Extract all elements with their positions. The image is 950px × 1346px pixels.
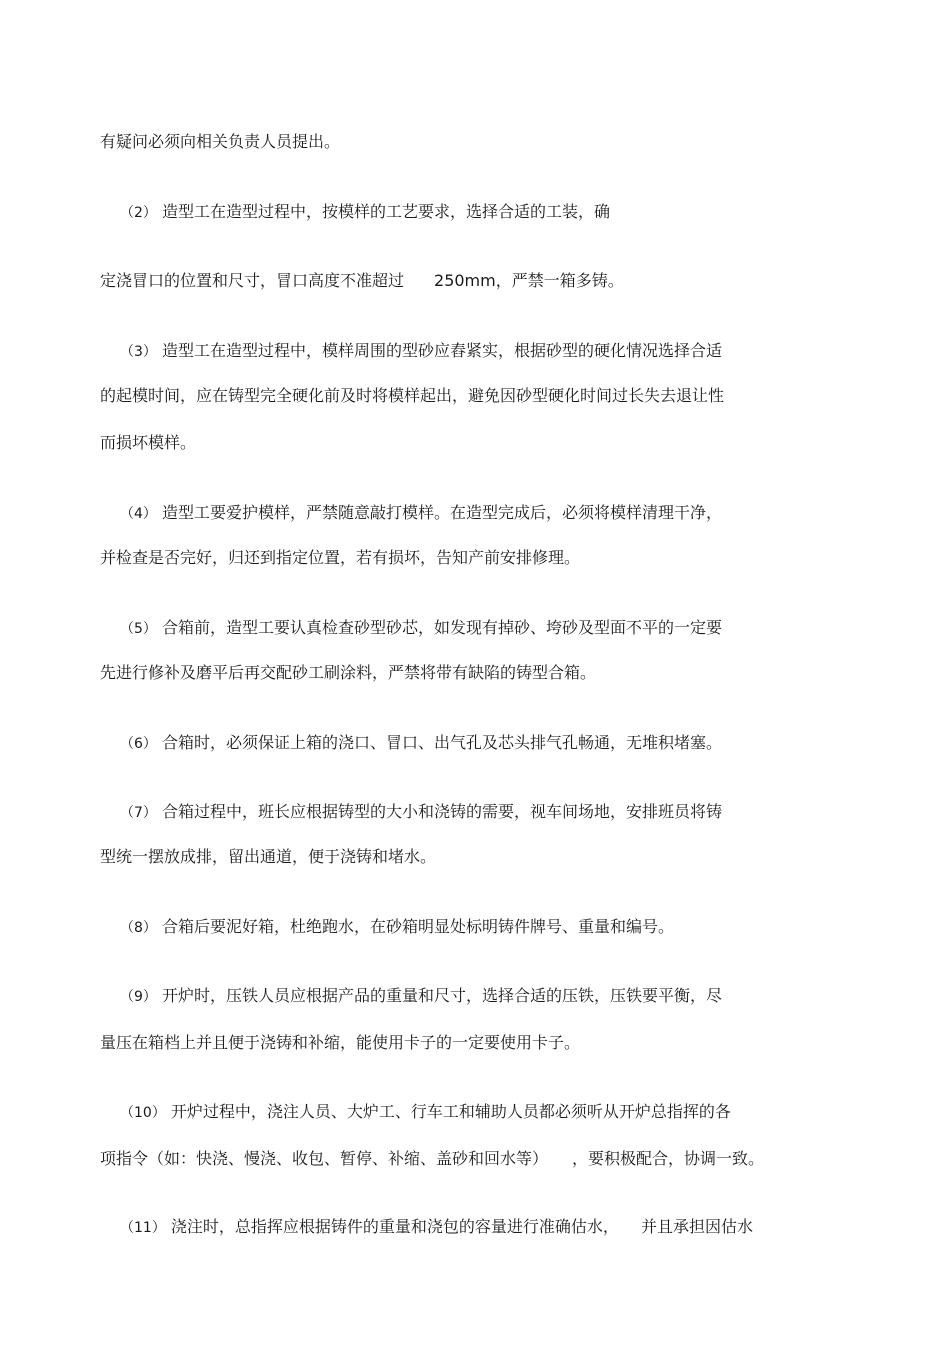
line-text: 先进行修补及磨平后再交配砂工刷涂料，严禁将带有缺陷的铸型合箱。: [100, 663, 597, 682]
clause-2-line-1: [120, 201, 610, 224]
clause-6-line-1: [120, 732, 722, 755]
clause-number: （9）: [120, 989, 157, 1005]
line-text: 的起模时间，应在铸型完全硬化前及时将模样起出，避免因砂型硬化时间过长失去退让性: [100, 386, 725, 405]
line-text: 并且承担因估水: [640, 1217, 753, 1236]
clause-number: （8）: [120, 920, 157, 936]
line-text: 合箱时，必须保证上箱的浇口、冒口、出气孔及芯头排气孔畅通，无堆积堵塞。: [162, 733, 723, 752]
clause-4-line-1: [120, 502, 722, 525]
clause-3-line-1: [120, 340, 722, 363]
clause-11-line-1: [120, 1216, 753, 1239]
line-text: 型统一摆放成排，留出通道，便于浇铸和堵水。: [100, 847, 437, 866]
line-text: 项指令（如：快浇、慢浇、收包、暂停、补缩、盖砂和回水等）: [100, 1149, 549, 1168]
line-text: 合箱后要泥好箱，杜绝跑水，在砂箱明显处标明铸件牌号、重量和编号。: [162, 917, 675, 936]
line-text: ，要积极配合，协调一致。: [572, 1149, 765, 1168]
line-text: 合箱过程中，班长应根据铸型的大小和浇铸的需要，视车间场地，安排班员将铸: [162, 802, 723, 821]
clause-number: （11）: [120, 1220, 166, 1236]
clause-2-line-2: [100, 270, 624, 292]
line-text: 造型工要爱护模样，严禁随意敲打模样。在造型完成后，必须将模样清理干净，: [162, 503, 723, 522]
clause-number: （4）: [120, 506, 157, 522]
line-text: 定浇冒口的位置和尺寸，冒口高度不准超过: [100, 271, 405, 290]
line-text: 合箱前，造型工要认真检查砂型砂芯，如发现有掉砂、垮砂及型面不平的一定要: [162, 618, 723, 637]
line-text: 有疑问必须向相关负责人员提出。: [100, 132, 341, 151]
line-text: 并检查是否完好，归还到指定位置，若有损坏，告知产前安排修理。: [100, 548, 581, 567]
line-text: 造型工在造型过程中，模样周围的型砂应舂紧实，根据砂型的硬化情况选择合适: [162, 341, 723, 360]
clause-8-line-1: [120, 916, 674, 939]
line-text: 250mm，严禁一箱多铸。: [434, 271, 624, 290]
clause-4-line-2: [100, 547, 580, 569]
clause-number: （5）: [120, 621, 157, 637]
line-text: 量压在箱档上并且便于浇铸和补缩，能使用卡子的一定要使用卡子。: [100, 1033, 581, 1052]
clause-number: （10）: [120, 1105, 166, 1121]
clause-number: （3）: [120, 344, 157, 360]
line-text: 而损坏模样。: [100, 433, 197, 452]
line-text: 浇注时，总指挥应根据铸件的重量和浇包的容量进行准确估水，: [170, 1217, 619, 1236]
clause-5-line-2: [100, 662, 596, 684]
line-text: 造型工在造型过程中，按模样的工艺要求，选择合适的工装，确: [162, 202, 611, 221]
clause-number: （6）: [120, 736, 157, 752]
clause-9-line-2: [100, 1032, 580, 1054]
clause-7-line-1: [120, 801, 722, 824]
clause-5-line-1: [120, 617, 722, 640]
text-line: [100, 131, 340, 153]
clause-10-line-1: [120, 1101, 731, 1124]
clause-10-line-2: [100, 1148, 764, 1170]
clause-9-line-1: [120, 985, 722, 1008]
line-text: 开炉时，压铁人员应根据产品的重量和尺寸，选择合适的压铁，压铁要平衡，尽: [162, 986, 723, 1005]
clause-7-line-2: [100, 846, 436, 868]
clause-number: （2）: [120, 205, 157, 221]
line-text: 开炉过程中，浇注人员、大炉工、行车工和辅助人员都必须听从开炉总指挥的各: [170, 1102, 731, 1121]
clause-3-line-3: [100, 432, 196, 454]
clause-3-line-2: [100, 385, 724, 407]
clause-number: （7）: [120, 805, 157, 821]
